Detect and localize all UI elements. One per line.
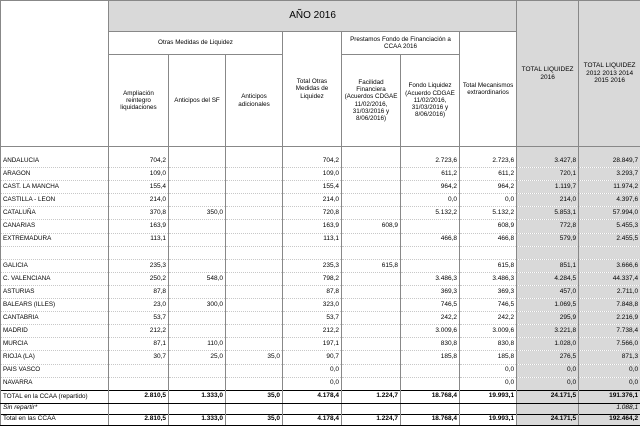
value-cell: 772,8 [517, 220, 579, 233]
value-cell: 964,2 [460, 181, 517, 194]
value-cell: 109,0 [109, 168, 169, 181]
value-cell: 18.768,4 [401, 414, 460, 425]
table-row [1, 338, 640, 351]
value-cell: 3.486,3 [401, 272, 460, 285]
value-cell: 53,7 [283, 312, 342, 325]
value-cell [169, 168, 226, 181]
value-cell: 3.666,6 [579, 259, 640, 272]
value-cell: 5.132,2 [460, 207, 517, 220]
value-cell: 611,2 [460, 168, 517, 181]
value-cell [109, 377, 169, 390]
group-header-prestamos: Prestamos Fondo de Financiación a CCAA 2016 [342, 32, 460, 55]
value-cell: 871,3 [579, 351, 640, 364]
value-cell: 0,0 [517, 364, 579, 377]
value-cell: 2.711,0 [579, 285, 640, 298]
value-cell: 242,2 [401, 312, 460, 325]
region-name: Total en las CCAA [1, 414, 109, 425]
value-cell [517, 246, 579, 259]
value-cell: 1.088,1 [579, 403, 640, 414]
value-cell [169, 194, 226, 207]
value-cell [460, 246, 517, 259]
value-cell: 18.768,4 [401, 390, 460, 403]
value-cell: 2.216,9 [579, 312, 640, 325]
value-cell [109, 246, 169, 259]
value-cell [226, 233, 283, 246]
table-row [1, 246, 640, 259]
value-cell: 300,0 [169, 299, 226, 312]
value-cell: 24.171,5 [517, 390, 579, 403]
total-ccaa-row [1, 414, 640, 425]
value-cell: 191.376,1 [579, 390, 640, 403]
value-cell [342, 272, 401, 285]
value-cell [342, 246, 401, 259]
value-cell [517, 403, 579, 414]
value-cell: 109,0 [283, 168, 342, 181]
table-row [1, 259, 640, 272]
value-cell [342, 233, 401, 246]
value-cell: 28.849,7 [579, 155, 640, 168]
table-row [1, 312, 640, 325]
region-name: GALICIA [1, 259, 109, 272]
value-cell: 235,3 [109, 259, 169, 272]
region-name: ARAGON [1, 168, 109, 181]
value-cell: 1.224,7 [342, 414, 401, 425]
value-cell [169, 285, 226, 298]
value-cell [342, 325, 401, 338]
value-cell: 197,1 [283, 338, 342, 351]
value-cell [342, 338, 401, 351]
value-cell [342, 181, 401, 194]
value-cell: 3.293,7 [579, 168, 640, 181]
total-repartido-row [1, 390, 640, 403]
value-cell [226, 377, 283, 390]
value-cell: 5.132,2 [401, 207, 460, 220]
value-cell [342, 168, 401, 181]
value-cell [109, 364, 169, 377]
value-cell: 3.486,3 [460, 272, 517, 285]
value-cell: 185,8 [460, 351, 517, 364]
region-name: NAVARRA [1, 377, 109, 390]
value-cell [226, 259, 283, 272]
table-row [1, 272, 640, 285]
value-cell: 7.848,8 [579, 299, 640, 312]
table-row [1, 220, 640, 233]
value-cell: 615,8 [342, 259, 401, 272]
table-row [1, 181, 640, 194]
table-row [1, 168, 640, 181]
table-row [1, 155, 640, 168]
value-cell [226, 312, 283, 325]
value-cell: 579,9 [517, 233, 579, 246]
value-cell: 235,3 [283, 259, 342, 272]
value-cell: 35,0 [226, 351, 283, 364]
value-cell: 1.224,7 [342, 390, 401, 403]
value-cell [169, 155, 226, 168]
value-cell: 369,3 [460, 285, 517, 298]
value-cell: 155,4 [109, 181, 169, 194]
value-cell [226, 194, 283, 207]
value-cell [169, 259, 226, 272]
table-row [1, 207, 640, 220]
table-row [1, 325, 640, 338]
value-cell [226, 338, 283, 351]
table-row [1, 285, 640, 298]
value-cell: 4.284,5 [517, 272, 579, 285]
region-name: ANDALUCIA [1, 155, 109, 168]
value-cell [342, 312, 401, 325]
table-row [1, 299, 640, 312]
value-cell: 830,8 [401, 338, 460, 351]
value-cell [226, 168, 283, 181]
region-name: CATALUÑA [1, 207, 109, 220]
value-cell [169, 312, 226, 325]
value-cell [169, 325, 226, 338]
value-cell: 2.723,6 [401, 155, 460, 168]
value-cell [169, 233, 226, 246]
value-cell [169, 181, 226, 194]
value-cell: 163,9 [283, 220, 342, 233]
value-cell: 2.455,5 [579, 233, 640, 246]
value-cell [342, 194, 401, 207]
value-cell: 466,8 [460, 233, 517, 246]
value-cell: 611,2 [401, 168, 460, 181]
region-name: C. VALENCIANA [1, 272, 109, 285]
value-cell [226, 272, 283, 285]
value-cell: 323,0 [283, 299, 342, 312]
group-header-otras-medidas: Otras Medidas de Liquidez [109, 32, 283, 55]
region-header-cell [1, 1, 109, 147]
value-cell: 830,8 [460, 338, 517, 351]
value-cell: 370,8 [109, 207, 169, 220]
value-cell: 3.427,8 [517, 155, 579, 168]
value-cell: 746,5 [460, 299, 517, 312]
value-cell: 1.333,0 [169, 390, 226, 403]
value-cell: 1.333,0 [169, 414, 226, 425]
value-cell: 746,5 [401, 299, 460, 312]
value-cell: 19.993,1 [460, 414, 517, 425]
value-cell [401, 246, 460, 259]
region-name: CAST. LA MANCHA [1, 181, 109, 194]
value-cell: 704,2 [283, 155, 342, 168]
region-name: CANARIAS [1, 220, 109, 233]
value-cell: 0,0 [283, 377, 342, 390]
value-cell [226, 220, 283, 233]
table-row [1, 194, 640, 207]
value-cell [401, 364, 460, 377]
value-cell: 214,0 [283, 194, 342, 207]
value-cell: 25,0 [169, 351, 226, 364]
region-name: ASTURIAS [1, 285, 109, 298]
value-cell: 44.337,4 [579, 272, 640, 285]
value-cell: 19.993,1 [460, 390, 517, 403]
region-name: TOTAL en la CCAA (repartido) [1, 390, 109, 403]
value-cell: 0,0 [579, 364, 640, 377]
value-cell: 5.455,3 [579, 220, 640, 233]
value-cell: 3.221,8 [517, 325, 579, 338]
value-cell: 3.009,6 [401, 325, 460, 338]
value-cell: 1.119,7 [517, 181, 579, 194]
value-cell [342, 155, 401, 168]
value-cell: 212,2 [109, 325, 169, 338]
value-cell: 185,8 [401, 351, 460, 364]
value-cell [342, 299, 401, 312]
value-cell: 163,9 [109, 220, 169, 233]
col-header-facilidad-financiera: Facilidad Financiera (Acuerdos CDGAE 11/02/2016, 31/03/2016 y 8/06/2016) [342, 55, 401, 147]
value-cell: 798,2 [283, 272, 342, 285]
value-cell: 0,0 [283, 364, 342, 377]
region-name: Sin repartir* [1, 403, 109, 414]
value-cell: 87,8 [283, 285, 342, 298]
value-cell [226, 364, 283, 377]
value-cell [342, 207, 401, 220]
table-row [1, 351, 640, 364]
value-cell: 851,1 [517, 259, 579, 272]
col-header-total-2012-2016: TOTAL LIQUIDEZ 2012 2013 2014 2015 2016 [579, 1, 640, 147]
value-cell [169, 403, 226, 414]
value-cell: 457,0 [517, 285, 579, 298]
value-cell: 35,0 [226, 390, 283, 403]
value-cell: 90,7 [283, 351, 342, 364]
value-cell: 2.810,5 [109, 414, 169, 425]
col-header-ampliacion: Ampliación reintegro liquidaciones [109, 55, 169, 147]
col-header-total-2016: TOTAL LIQUIDEZ 2016 [517, 1, 579, 147]
value-cell: 192.464,2 [579, 414, 640, 425]
value-cell: 7.738,4 [579, 325, 640, 338]
table-row [1, 377, 640, 390]
value-cell: 0,0 [460, 364, 517, 377]
region-name [1, 246, 109, 259]
value-cell: 57.994,0 [579, 207, 640, 220]
value-cell [226, 181, 283, 194]
value-cell: 87,8 [109, 285, 169, 298]
value-cell: 0,0 [579, 377, 640, 390]
region-name: RIOJA (LA) [1, 351, 109, 364]
value-cell: 87,1 [109, 338, 169, 351]
value-cell: 276,5 [517, 351, 579, 364]
value-cell [109, 403, 169, 414]
value-cell: 295,9 [517, 312, 579, 325]
value-cell: 608,9 [460, 220, 517, 233]
value-cell [342, 364, 401, 377]
value-cell: 2.810,5 [109, 390, 169, 403]
value-cell: 7.566,0 [579, 338, 640, 351]
value-cell [342, 403, 401, 414]
value-cell [226, 155, 283, 168]
year-title: AÑO 2016 [109, 1, 517, 32]
value-cell [579, 246, 640, 259]
value-cell [401, 220, 460, 233]
value-cell: 5.853,1 [517, 207, 579, 220]
value-cell: 155,4 [283, 181, 342, 194]
region-name: CANTABRIA [1, 312, 109, 325]
value-cell: 615,8 [460, 259, 517, 272]
value-cell [169, 246, 226, 259]
value-cell: 24.171,5 [517, 414, 579, 425]
region-name: BALEARS (ILLES) [1, 299, 109, 312]
value-cell [342, 351, 401, 364]
region-name: MADRID [1, 325, 109, 338]
value-cell: 704,2 [109, 155, 169, 168]
value-cell: 23,0 [109, 299, 169, 312]
value-cell [169, 377, 226, 390]
value-cell: 30,7 [109, 351, 169, 364]
value-cell [226, 207, 283, 220]
value-cell: 35,0 [226, 414, 283, 425]
value-cell: 214,0 [517, 194, 579, 207]
value-cell: 0,0 [460, 194, 517, 207]
value-cell: 0,0 [517, 377, 579, 390]
value-cell: 1.028,0 [517, 338, 579, 351]
region-name: MURCIA [1, 338, 109, 351]
value-cell [401, 259, 460, 272]
value-cell [401, 377, 460, 390]
value-cell: 0,0 [401, 194, 460, 207]
value-cell: 242,2 [460, 312, 517, 325]
value-cell: 548,0 [169, 272, 226, 285]
value-cell [401, 403, 460, 414]
value-cell [169, 364, 226, 377]
value-cell: 4.178,4 [283, 414, 342, 425]
region-name: CASTILLA - LEON [1, 194, 109, 207]
value-cell [283, 403, 342, 414]
value-cell: 3.009,6 [460, 325, 517, 338]
value-cell: 53,7 [109, 312, 169, 325]
value-cell: 110,0 [169, 338, 226, 351]
value-cell: 720,8 [283, 207, 342, 220]
value-cell: 0,0 [460, 377, 517, 390]
col-header-anticipos-adicionales: Anticipos adicionales [226, 55, 283, 147]
col-header-total-mecanismos: Total Mecanismos extraordinarios [460, 32, 517, 147]
value-cell: 964,2 [401, 181, 460, 194]
col-header-total-otras: Total Otras Medidas de Liquidez [283, 32, 342, 147]
value-cell [226, 246, 283, 259]
value-cell [283, 246, 342, 259]
value-cell: 350,0 [169, 207, 226, 220]
col-header-anticipos-sf: Anticipos del SF [169, 55, 226, 147]
value-cell [460, 403, 517, 414]
value-cell [226, 403, 283, 414]
value-cell: 11.974,2 [579, 181, 640, 194]
value-cell [226, 325, 283, 338]
value-cell: 212,2 [283, 325, 342, 338]
value-cell: 113,1 [283, 233, 342, 246]
value-cell: 369,3 [401, 285, 460, 298]
value-cell [342, 377, 401, 390]
value-cell [342, 285, 401, 298]
sin-repartir-row [1, 403, 640, 414]
table-row [1, 233, 640, 246]
value-cell: 2.723,6 [460, 155, 517, 168]
value-cell: 720,1 [517, 168, 579, 181]
value-cell [226, 285, 283, 298]
value-cell: 466,8 [401, 233, 460, 246]
value-cell: 1.069,5 [517, 299, 579, 312]
region-name: PAIS VASCO [1, 364, 109, 377]
col-header-fondo-liquidez: Fondo Liquidez (Acuerdo CDGAE 11/02/2016, 31/03/2016 y 8/06/2016) [401, 55, 460, 147]
value-cell: 4.397,6 [579, 194, 640, 207]
value-cell: 608,9 [342, 220, 401, 233]
value-cell: 113,1 [109, 233, 169, 246]
value-cell [226, 299, 283, 312]
value-cell: 250,2 [109, 272, 169, 285]
value-cell: 214,0 [109, 194, 169, 207]
value-cell: 4.178,4 [283, 390, 342, 403]
table-row [1, 364, 640, 377]
value-cell [169, 220, 226, 233]
region-name: EXTREMADURA [1, 233, 109, 246]
